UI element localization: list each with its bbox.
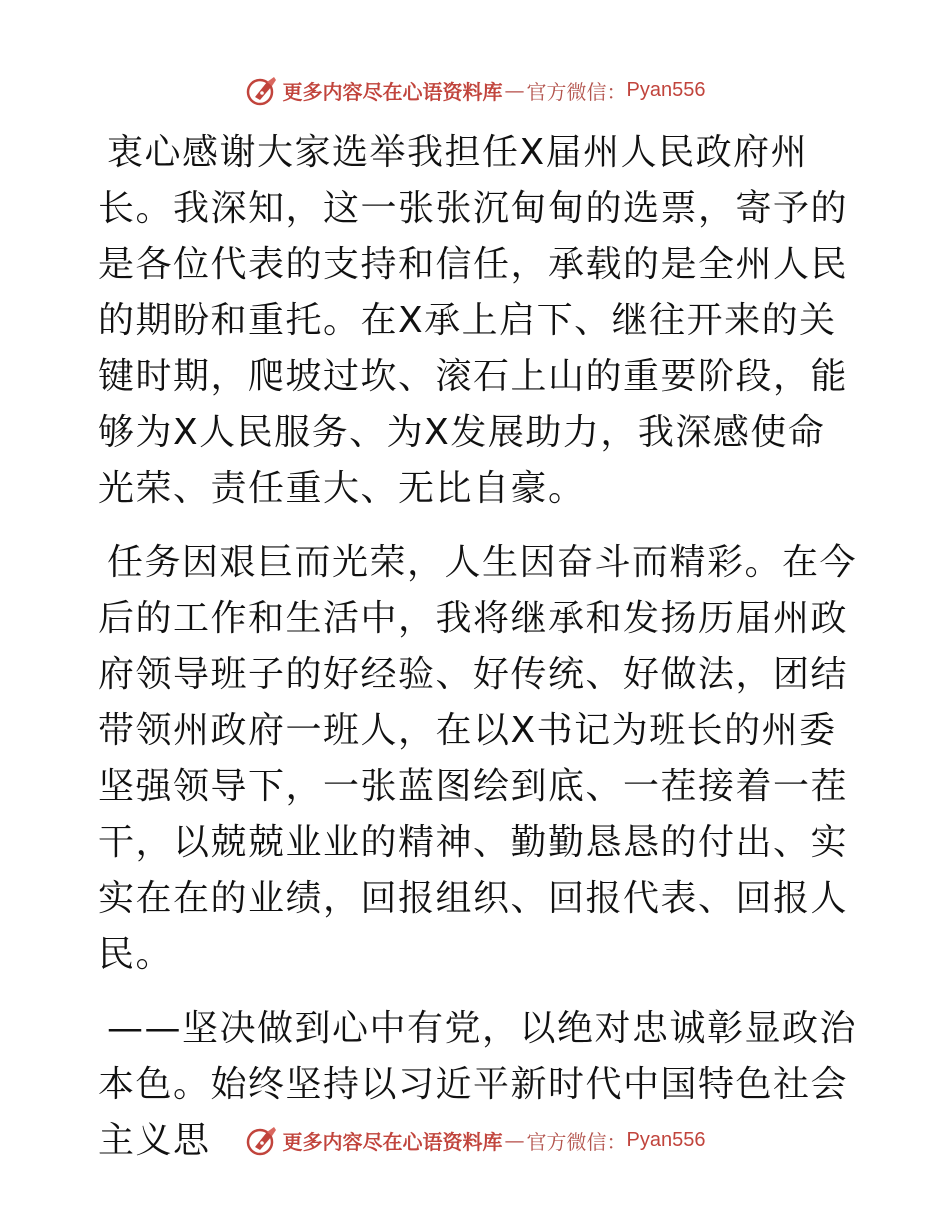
banner-wechat-id: Pyan556	[626, 78, 706, 101]
banner-dash: —	[504, 78, 525, 102]
banner-main-text: 更多内容尽在心语资料库	[282, 1129, 503, 1154]
banner-main-text: 更多内容尽在心语资料库	[282, 79, 503, 104]
banner-wechat-id: Pyan556	[626, 1128, 706, 1151]
paragraph-3: ——坚决做到心中有党，以绝对忠诚彰显政治本色。始终坚持以习近平新时代中国特色社会主义思	[98, 1008, 858, 1161]
paragraph-2: 任务因艰巨而光荣，人生因奋斗而精彩。在今后的工作和生活中，我将继承和发扬历届州政府领导班子的好经验、好传统、好做法，团结带领州政府一班人，在以X书记为班长的州委坚强领导下，一张蓝图绘到底、一茬接着一茬干，以兢兢业业的精神、勤勤恳恳的付出、实实在在的业绩，回报组织、回报代表、回报人民。	[98, 542, 858, 975]
banner-sub-text: 官方微信：	[526, 79, 627, 104]
paragraph-1: 衷心感谢大家选举我担任X届州人民政府州长。我深知，这一张张沉甸甸的选票，寄予的是各位代表的支持和信任，承载的是全州人民的期盼和重托。在X承上启下、继往开来的关键时期，爬坡过坎、滚石上山的重要阶段，能够为X人民服务、为X发展助力，我深感使命光荣、责任重大、无比自豪。	[98, 132, 849, 509]
banner-sub-text: 官方微信：	[526, 1129, 627, 1154]
pen-nib-logo-icon	[245, 1123, 279, 1157]
document-body	[98, 125, 858, 1187]
banner-dash: —	[504, 1128, 525, 1152]
footer-watermark-banner	[0, 1120, 950, 1160]
pen-nib-logo-icon	[245, 73, 279, 107]
header-watermark-banner	[0, 70, 950, 110]
